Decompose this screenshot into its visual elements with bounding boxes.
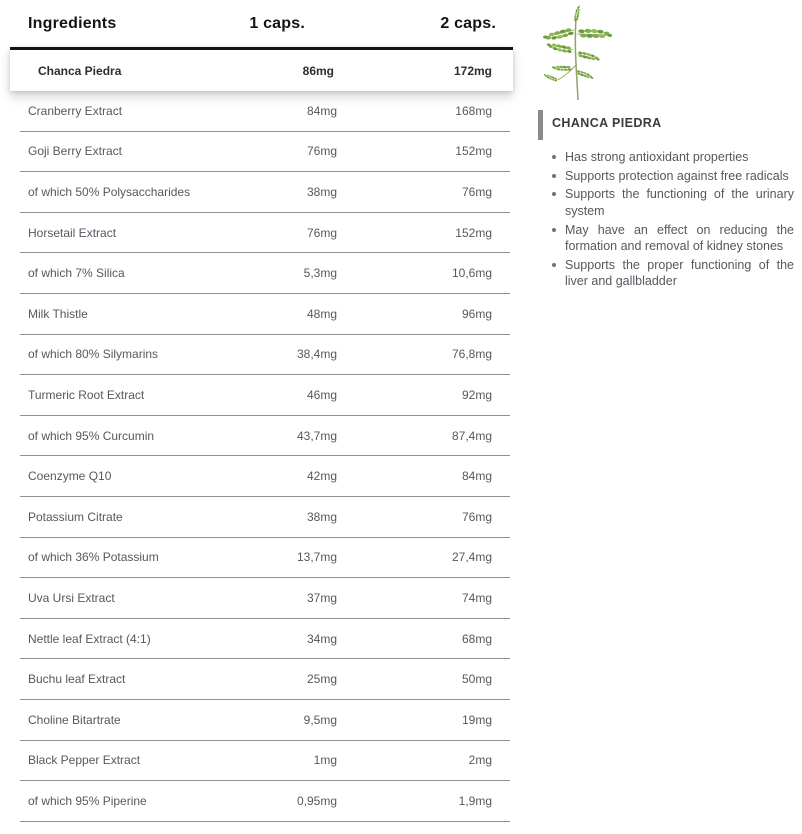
benefit-item: Supports the proper functioning of the liver and gallbladder	[552, 257, 794, 290]
amount-1caps: 43,7mg	[296, 428, 337, 443]
ingredient-name: Nettle leaf Extract (4:1)	[28, 631, 151, 646]
ingredient-name: Turmeric Root Extract	[28, 387, 145, 402]
ingredient-name: of which 95% Curcumin	[28, 428, 155, 443]
table-row	[20, 91, 510, 132]
table-row	[20, 416, 510, 457]
amount-2caps: 152mg	[455, 225, 492, 240]
amount-1caps: 9,5mg	[303, 712, 337, 727]
amount-1caps: 25mg	[306, 672, 337, 687]
amount-1caps: 38mg	[306, 509, 337, 524]
table-row	[20, 781, 510, 822]
ingredient-name: of which 7% Silica	[28, 266, 125, 281]
benefit-item: May have an effect on reducing the formation and removal of kidney stones	[552, 222, 794, 255]
benefits-list	[538, 149, 794, 290]
amount-2caps: 1,9mg	[458, 793, 492, 808]
amount-2caps: 92mg	[461, 387, 492, 402]
ingredient-name: Potassium Citrate	[28, 509, 123, 524]
table-row	[20, 375, 510, 416]
amount-1caps: 84mg	[306, 103, 337, 118]
panel-header	[538, 110, 794, 140]
amount-2caps: 87,4mg	[451, 428, 492, 443]
table-row	[20, 132, 510, 173]
amount-2caps: 96mg	[461, 306, 492, 321]
amount-2caps: 74mg	[461, 590, 492, 605]
amount-2caps: 84mg	[461, 469, 492, 484]
table-row	[20, 294, 510, 335]
amount-1caps: 34mg	[306, 631, 337, 646]
benefit-item: Supports the functioning of the urinary system	[552, 186, 794, 219]
info-panel	[538, 110, 794, 292]
ingredient-name: Chanca Piedra	[38, 63, 122, 78]
table-row	[20, 538, 510, 579]
table-row	[20, 700, 510, 741]
ingredient-name: Goji Berry Extract	[28, 144, 123, 159]
ingredient-name: Cranberry Extract	[28, 103, 123, 118]
table-row	[20, 456, 510, 497]
ingredient-name: of which 50% Polysaccharides	[28, 184, 191, 199]
ingredient-name: Choline Bitartrate	[28, 712, 121, 727]
table-rows	[20, 91, 510, 822]
amount-1caps: 76mg	[306, 225, 337, 240]
amount-1caps: 48mg	[306, 306, 337, 321]
amount-2caps: 172mg	[453, 63, 492, 78]
amount-2caps: 76,8mg	[451, 347, 492, 362]
amount-2caps: 19mg	[461, 712, 492, 727]
column-header-ingredients: Ingredients	[28, 14, 117, 32]
amount-1caps: 37mg	[306, 590, 337, 605]
amount-2caps: 27,4mg	[451, 550, 492, 565]
table-header-row	[20, 0, 510, 47]
amount-1caps: 0,95mg	[296, 793, 337, 808]
amount-2caps: 76mg	[461, 509, 492, 524]
amount-2caps: 76mg	[461, 184, 492, 199]
highlighted-row-chanca-piedra	[10, 47, 513, 91]
ingredient-name: of which 95% Piperine	[28, 793, 147, 808]
table-row	[20, 619, 510, 660]
amount-2caps: 50mg	[461, 672, 492, 687]
amount-1caps: 42mg	[306, 469, 337, 484]
column-header-2caps: 2 caps.	[440, 14, 496, 32]
amount-1caps: 38,4mg	[296, 347, 337, 362]
ingredients-table	[20, 0, 510, 822]
plant-illustration	[540, 4, 614, 102]
ingredient-name: of which 80% Silymarins	[28, 347, 159, 362]
table-row	[20, 741, 510, 782]
table-row	[20, 253, 510, 294]
amount-1caps: 46mg	[306, 387, 337, 402]
ingredient-name: Horsetail Extract	[28, 225, 117, 240]
ingredient-name: of which 36% Potassium	[28, 550, 159, 565]
ingredient-name: Black Pepper Extract	[28, 753, 141, 768]
table-row	[20, 172, 510, 213]
side-column	[538, 0, 796, 834]
panel-title: CHANCA PIEDRA	[552, 116, 662, 130]
column-header-1caps: 1 caps.	[249, 14, 305, 32]
ingredient-name: Buchu leaf Extract	[28, 672, 126, 687]
amount-1caps: 86mg	[302, 63, 334, 78]
table-row	[20, 213, 510, 254]
ingredient-name: Milk Thistle	[28, 306, 88, 321]
amount-2caps: 10,6mg	[451, 266, 492, 281]
chanca-piedra-plant-image	[540, 4, 614, 102]
table-row	[20, 497, 510, 538]
amount-1caps: 38mg	[306, 184, 337, 199]
amount-1caps: 13,7mg	[296, 550, 337, 565]
table-row	[20, 578, 510, 619]
ingredient-name: Uva Ursi Extract	[28, 590, 115, 605]
amount-1caps: 1mg	[313, 753, 337, 768]
amount-2caps: 2mg	[468, 753, 492, 768]
benefit-item: Supports protection against free radicals	[552, 168, 794, 185]
amount-1caps: 5,3mg	[303, 266, 337, 281]
amount-1caps: 76mg	[306, 144, 337, 159]
amount-2caps: 152mg	[455, 144, 492, 159]
ingredient-name: Coenzyme Q10	[28, 469, 112, 484]
table-row	[20, 659, 510, 700]
amount-2caps: 168mg	[455, 103, 492, 118]
amount-2caps: 68mg	[461, 631, 492, 646]
accent-bar	[538, 110, 543, 140]
table-row	[20, 335, 510, 376]
benefit-item: Has strong antioxidant properties	[552, 149, 794, 166]
